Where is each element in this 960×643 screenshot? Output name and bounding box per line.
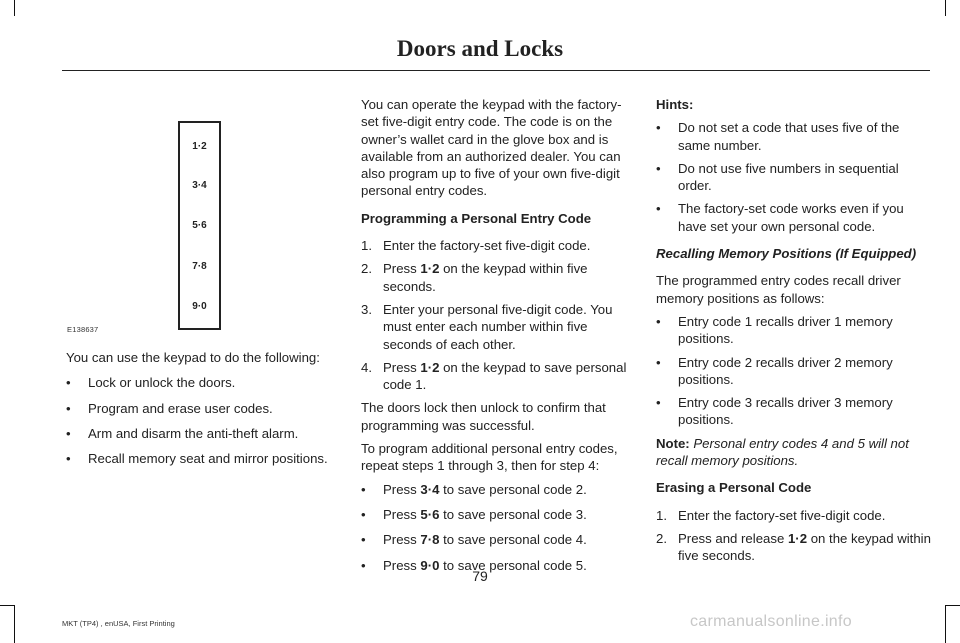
crop-mark-top-right-v	[945, 0, 946, 16]
column-3	[656, 96, 932, 565]
key-label: 5·6	[420, 506, 440, 522]
bullet-marker: •	[66, 425, 71, 441]
list-item: • Press 5·6 to save personal code 3.	[361, 506, 587, 522]
crop-mark-top-left-v	[14, 0, 15, 16]
entry-code-paragraph: You can operate the keypad with the factory-set five-digit entry code. The code is on the owner’s wallet card in the glove box and is available from an authorized dealer. You can also program up to five of your own five-digit personal entry codes.	[361, 97, 622, 199]
list-item: 1. Enter the factory-set five-digit code.	[361, 238, 591, 254]
header-rule	[62, 70, 930, 71]
programming-heading: Programming a Personal Entry Code	[361, 210, 592, 226]
list-item: • Press 9·0 to save personal code 5.	[361, 557, 587, 573]
confirm-paragraph: The doors lock then unlock to confirm that programming was successful.	[361, 400, 606, 433]
list-item: 1. Enter the factory-set five-digit code.	[656, 507, 886, 523]
list-item: • Press 7·8 to save personal code 4.	[361, 532, 587, 548]
list-item: • Arm and disarm the anti-theft alarm.	[66, 425, 299, 441]
crop-mark-bottom-left-v	[14, 605, 15, 643]
list-item: • Entry code 1 recalls driver 1 memory positions.	[656, 313, 893, 347]
key-label: 1·2	[787, 530, 808, 546]
bullet-marker: •	[66, 451, 71, 467]
page-number: 79	[472, 568, 488, 584]
key-label: 3·4	[420, 481, 440, 497]
crop-mark-bottom-right-v	[945, 605, 946, 643]
keypad-key-7-8: 7·8	[192, 261, 207, 272]
watermark: carmanualsonline.info	[690, 613, 852, 630]
print-info: MKT (TP4) , enUSA, First Printing	[62, 619, 175, 628]
column-2	[361, 96, 634, 574]
keypad-key-1-2: 1·2	[192, 141, 207, 152]
key-label: 7·8	[420, 532, 440, 548]
list-item: • The factory-set code works even if you have set your own personal code.	[656, 201, 904, 234]
list-item: • Lock or unlock the doors.	[66, 375, 236, 391]
hints-heading: Hints:	[656, 97, 694, 112]
note-label: Note:	[656, 435, 690, 451]
keypad-key-9-0: 9·0	[192, 301, 207, 312]
bullet-marker: •	[66, 375, 71, 391]
list-item: • Entry code 3 recalls driver 3 memory positions.	[656, 395, 893, 428]
erase-heading: Erasing a Personal Code	[656, 480, 812, 496]
recall-intro: The programmed entry codes recall driver memory positions as follows:	[656, 273, 901, 306]
key-label: 1·2	[420, 261, 440, 277]
keypad-uses-intro: You can use the keypad to do the following:	[66, 350, 320, 365]
figure-id: E138637	[67, 325, 99, 334]
list-item: 3. Enter your personal five-digit code. You must enter each number within five seconds of each other.	[361, 301, 613, 352]
keypad-key-5-6: 5·6	[192, 220, 207, 231]
recall-heading: Recalling Memory Positions (If Equipped)	[656, 246, 917, 262]
list-item: 2. Press and release 1·2 on the keypad within five seconds.	[656, 530, 931, 564]
list-item: • Recall memory seat and mirror positions.	[66, 451, 328, 467]
key-label: 1·2	[420, 359, 440, 375]
key-label: 9·0	[420, 557, 440, 573]
list-item: • Do not set a code that uses five of the same number.	[656, 120, 900, 153]
column-1	[66, 349, 341, 467]
additional-codes-list	[361, 481, 634, 574]
keypad-key-3-4: 3·4	[192, 180, 207, 191]
note	[656, 435, 932, 470]
recall-list	[656, 313, 932, 429]
list-item: • Press 3·4 to save personal code 2.	[361, 481, 587, 497]
additional-codes-paragraph: To program additional personal entry codes, repeat steps 1 through 3, then for step 4:	[361, 441, 618, 474]
erase-steps	[656, 507, 932, 565]
list-item: 2. Press 1·2 on the keypad within five seconds.	[361, 261, 588, 294]
list-item: • Do not use five numbers in sequential order.	[656, 160, 899, 194]
page-title: Doors and Locks	[396, 36, 564, 61]
list-item: • Program and erase user codes.	[66, 400, 273, 416]
programming-steps	[361, 237, 634, 393]
list-item: 4. Press 1·2 on the keypad to save personal code 1.	[361, 359, 627, 393]
list-item: • Entry code 2 recalls driver 2 memory positions.	[656, 354, 893, 387]
note-text: Personal entry codes 4 and 5 will not recall memory positions.	[656, 435, 909, 469]
keypad-uses-list	[66, 374, 341, 467]
bullet-marker: •	[66, 400, 71, 416]
crop-mark-bottom-left-h	[0, 605, 14, 606]
hints-list	[656, 119, 932, 235]
crop-mark-bottom-right-h	[946, 605, 960, 606]
keypad-illustration	[178, 121, 221, 330]
